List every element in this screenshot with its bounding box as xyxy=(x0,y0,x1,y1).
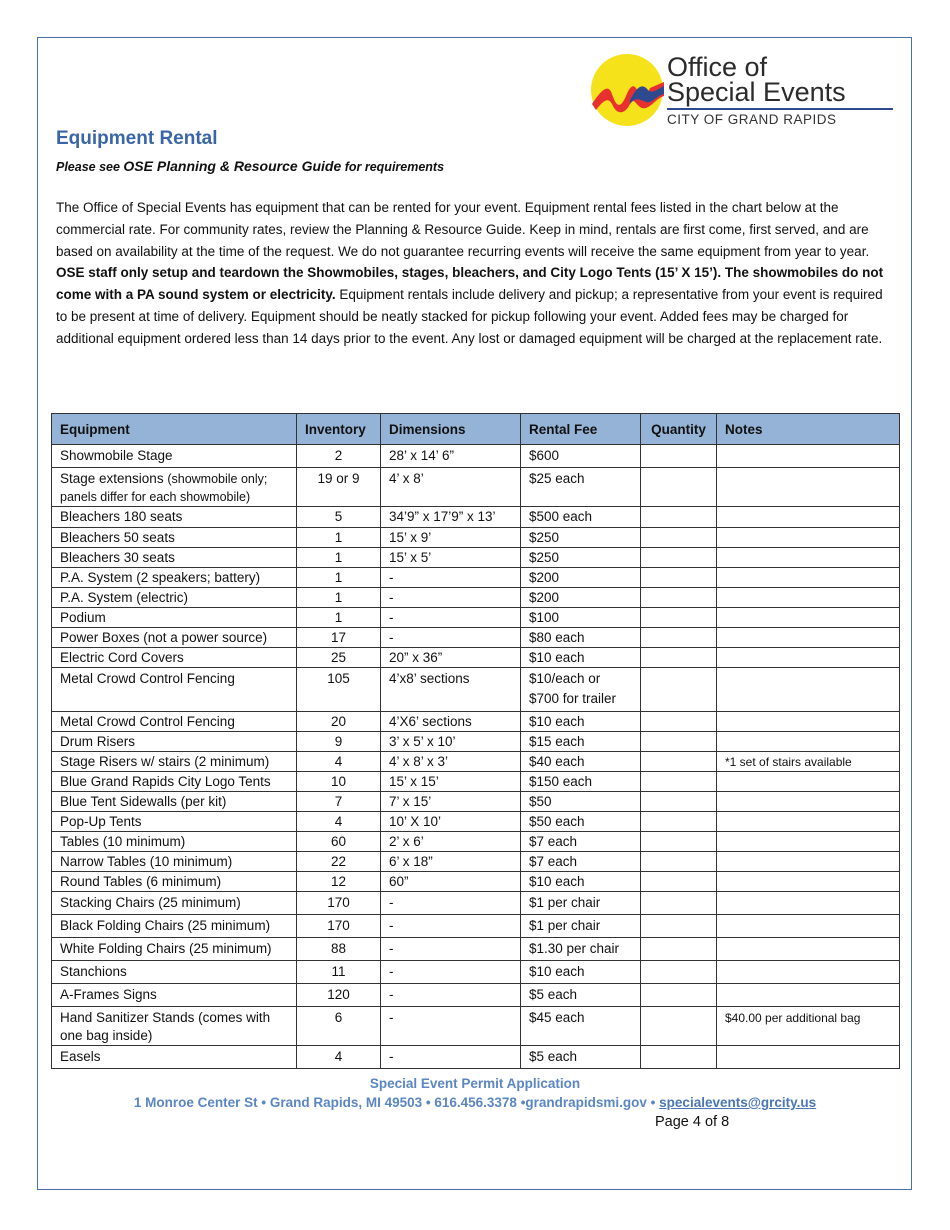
cell-notes xyxy=(717,1046,900,1069)
equipment-name: Narrow Tables (10 minimum) xyxy=(60,854,233,869)
rental-fee: $600 xyxy=(529,448,560,463)
cell-notes: $40.00 per additional bag xyxy=(717,1007,900,1046)
cell-notes: *1 set of stairs available xyxy=(717,752,900,772)
equipment-name: Showmobile Stage xyxy=(60,448,173,463)
table-row xyxy=(52,608,900,628)
equipment-name: Hand Sanitizer Stands (comes with one bag inside) xyxy=(60,1010,271,1043)
rental-fee-alt: $700 for trailer xyxy=(529,691,617,706)
ose-logo xyxy=(590,52,900,132)
cell-dimensions: 4’X6’ sections xyxy=(381,712,521,732)
table-row xyxy=(52,468,900,507)
cell-quantity xyxy=(641,915,717,938)
ose-logo-emblem-icon xyxy=(590,52,665,130)
footer-title: Special Event Permit Application xyxy=(369,1076,581,1091)
cell-rental-fee xyxy=(521,772,641,792)
cell-inventory: 1 xyxy=(297,568,381,588)
cell-inventory: 4 xyxy=(297,752,381,772)
cell-quantity xyxy=(641,507,717,528)
equipment-name: P.A. System (2 speakers; battery) xyxy=(60,570,261,585)
cell-notes xyxy=(717,812,900,832)
cell-dimensions: - xyxy=(381,984,521,1007)
equipment-name: Blue Tent Sidewalls (per kit) xyxy=(60,794,227,809)
table-row xyxy=(52,668,900,712)
cell-dimensions: - xyxy=(381,588,521,608)
table-row xyxy=(52,548,900,568)
cell-inventory: 5 xyxy=(297,507,381,528)
logo-rule xyxy=(667,108,893,110)
cell-inventory: 120 xyxy=(297,984,381,1007)
cell-notes xyxy=(717,608,900,628)
cell-equipment xyxy=(52,648,297,668)
cell-quantity xyxy=(641,628,717,648)
cell-equipment xyxy=(52,732,297,752)
footer-email-link[interactable]: specialevents@grcity.us xyxy=(659,1095,817,1110)
cell-quantity xyxy=(641,961,717,984)
cell-notes xyxy=(717,772,900,792)
equipment-rental-table xyxy=(51,413,900,1069)
rental-fee: $50 each xyxy=(529,814,585,829)
cell-inventory: 170 xyxy=(297,892,381,915)
cell-equipment xyxy=(52,984,297,1007)
intro-text-1: The Office of Special Events has equipment that can be rented for your event. Equipment rental fees listed in the chart below at the commercial rate. For community rates, review the Planning & Resource Guide. Keep in mind, rentals are first come, first served, and are based on availability at the time of the request. We do not guarantee recurring events will receive the same equipment from year to year. xyxy=(56,200,870,259)
cell-dimensions: 6’ x 18” xyxy=(381,852,521,872)
equipment-name: Black Folding Chairs (25 minimum) xyxy=(60,918,271,933)
cell-rental-fee xyxy=(521,468,641,507)
equipment-name: Metal Crowd Control Fencing xyxy=(60,671,235,686)
cell-inventory: 4 xyxy=(297,1046,381,1069)
cell-dimensions: 3’ x 5’ x 10’ xyxy=(381,732,521,752)
rental-fee: $10 each xyxy=(529,650,585,665)
table-row xyxy=(52,772,900,792)
cell-equipment xyxy=(52,507,297,528)
header-equipment: Equipment xyxy=(52,414,297,445)
rental-fee: $10/each or xyxy=(529,671,601,686)
cell-equipment xyxy=(52,568,297,588)
page-number: Page 4 of 8 xyxy=(655,1114,730,1130)
cell-quantity xyxy=(641,938,717,961)
equipment-name: Stacking Chairs (25 minimum) xyxy=(60,895,241,910)
table-row xyxy=(52,938,900,961)
cell-rental-fee xyxy=(521,752,641,772)
rental-fee: $7 each xyxy=(529,854,578,869)
cell-inventory: 19 or 9 xyxy=(297,468,381,507)
rental-fee: $50 xyxy=(529,794,552,809)
table-row xyxy=(52,1007,900,1046)
cell-equipment xyxy=(52,915,297,938)
cell-rental-fee xyxy=(521,648,641,668)
cell-notes xyxy=(717,892,900,915)
cell-rental-fee xyxy=(521,1046,641,1069)
cell-rental-fee xyxy=(521,608,641,628)
table-row xyxy=(52,961,900,984)
cell-notes xyxy=(717,832,900,852)
cell-quantity xyxy=(641,984,717,1007)
cell-inventory: 17 xyxy=(297,628,381,648)
table-header-row xyxy=(52,414,900,445)
cell-quantity xyxy=(641,528,717,548)
rental-fee: $10 each xyxy=(529,874,585,889)
cell-dimensions: - xyxy=(381,568,521,588)
page-title: Equipment Rental xyxy=(56,128,218,149)
equipment-detail: (showmobile only; panels differ for each showmobile) xyxy=(60,472,268,504)
cell-equipment xyxy=(52,445,297,468)
cell-quantity xyxy=(641,732,717,752)
table-row xyxy=(52,648,900,668)
table-row xyxy=(52,588,900,608)
table-row xyxy=(52,852,900,872)
cell-equipment xyxy=(52,712,297,732)
cell-rental-fee xyxy=(521,832,641,852)
cell-dimensions: 7’ x 15’ xyxy=(381,792,521,812)
cell-equipment xyxy=(52,1007,297,1046)
cell-rental-fee xyxy=(521,528,641,548)
rental-fee: $7 each xyxy=(529,834,578,849)
cell-equipment xyxy=(52,608,297,628)
cell-dimensions: 34’9” x 17’9” x 13’ xyxy=(381,507,521,528)
cell-rental-fee xyxy=(521,568,641,588)
cell-dimensions: 15’ x 5’ xyxy=(381,548,521,568)
cell-inventory: 11 xyxy=(297,961,381,984)
cell-notes xyxy=(717,915,900,938)
table-row xyxy=(52,812,900,832)
equipment-name: Metal Crowd Control Fencing xyxy=(60,714,235,729)
cell-equipment xyxy=(52,588,297,608)
cell-quantity xyxy=(641,468,717,507)
cell-dimensions: - xyxy=(381,628,521,648)
equipment-name: Easels xyxy=(60,1049,101,1064)
intro-bold-text: OSE staff only setup and teardown the Showmobiles, stages, bleachers, and City Logo Tents (15’ X 15’). The showmobiles do not come with a PA sound system or electricity. xyxy=(56,265,884,303)
cell-dimensions: - xyxy=(381,961,521,984)
cell-quantity xyxy=(641,832,717,852)
cell-quantity xyxy=(641,648,717,668)
cell-rental-fee xyxy=(521,712,641,732)
cell-inventory: 105 xyxy=(297,668,381,712)
cell-notes xyxy=(717,648,900,668)
cell-inventory: 1 xyxy=(297,588,381,608)
cell-rental-fee xyxy=(521,588,641,608)
table-row xyxy=(52,507,900,528)
cell-equipment xyxy=(52,852,297,872)
table-row xyxy=(52,915,900,938)
rental-fee: $40 each xyxy=(529,754,585,769)
equipment-name: P.A. System (electric) xyxy=(60,590,189,605)
cell-quantity xyxy=(641,668,717,712)
cell-inventory: 170 xyxy=(297,915,381,938)
cell-dimensions: 15’ x 9’ xyxy=(381,528,521,548)
rental-fee: $80 each xyxy=(529,630,585,645)
rental-fee: $1 per chair xyxy=(529,895,601,910)
cell-rental-fee xyxy=(521,628,641,648)
cell-quantity xyxy=(641,812,717,832)
cell-quantity xyxy=(641,1046,717,1069)
table-row xyxy=(52,568,900,588)
logo-line-1: Office of xyxy=(667,52,768,82)
cell-notes xyxy=(717,668,900,712)
equipment-name: Bleachers 50 seats xyxy=(60,530,175,545)
logo-line-3: CITY OF GRAND RAPIDS xyxy=(667,112,837,127)
cell-rental-fee xyxy=(521,507,641,528)
cell-dimensions: 2’ x 6’ xyxy=(381,832,521,852)
subtitle-guide: OSE Planning & Resource Guide xyxy=(123,158,342,174)
cell-equipment xyxy=(52,961,297,984)
cell-dimensions: 15’ x 15’ xyxy=(381,772,521,792)
cell-inventory: 1 xyxy=(297,608,381,628)
cell-notes xyxy=(717,548,900,568)
cell-quantity xyxy=(641,548,717,568)
cell-dimensions: 10’ X 10’ xyxy=(381,812,521,832)
equipment-name: Blue Grand Rapids City Logo Tents xyxy=(60,774,271,789)
equipment-name: White Folding Chairs (25 minimum) xyxy=(60,941,272,956)
cell-quantity xyxy=(641,752,717,772)
rental-fee: $5 each xyxy=(529,1049,578,1064)
cell-notes xyxy=(717,938,900,961)
cell-equipment xyxy=(52,628,297,648)
cell-quantity xyxy=(641,1007,717,1046)
cell-inventory: 9 xyxy=(297,732,381,752)
cell-quantity xyxy=(641,792,717,812)
rental-fee: $200 xyxy=(529,570,560,585)
table-row xyxy=(52,732,900,752)
cell-dimensions: - xyxy=(381,915,521,938)
cell-quantity xyxy=(641,608,717,628)
cell-dimensions: 4’ x 8’ xyxy=(381,468,521,507)
cell-quantity xyxy=(641,872,717,892)
equipment-name: Tables (10 minimum) xyxy=(60,834,186,849)
cell-notes xyxy=(717,628,900,648)
equipment-name: Drum Risers xyxy=(60,734,136,749)
cell-inventory: 4 xyxy=(297,812,381,832)
cell-inventory: 60 xyxy=(297,832,381,852)
table-row xyxy=(52,792,900,812)
header-dimensions: Dimensions xyxy=(381,414,521,445)
rental-fee: $25 each xyxy=(529,471,585,486)
cell-notes xyxy=(717,445,900,468)
cell-notes xyxy=(717,468,900,507)
table-row xyxy=(52,712,900,732)
cell-dimensions: 28’ x 14’ 6” xyxy=(381,445,521,468)
cell-inventory: 88 xyxy=(297,938,381,961)
cell-rental-fee xyxy=(521,938,641,961)
rental-fee: $1 per chair xyxy=(529,918,601,933)
table-row xyxy=(52,445,900,468)
equipment-name: Power Boxes (not a power source) xyxy=(60,630,268,645)
table-row xyxy=(52,892,900,915)
cell-notes xyxy=(717,528,900,548)
cell-equipment xyxy=(52,892,297,915)
cell-inventory: 12 xyxy=(297,872,381,892)
subtitle-post: for requirements xyxy=(341,160,445,174)
cell-equipment xyxy=(52,1046,297,1069)
cell-inventory: 10 xyxy=(297,772,381,792)
equipment-name: Pop-Up Tents xyxy=(60,814,142,829)
cell-equipment xyxy=(52,468,297,507)
equipment-name: Stage Risers w/ stairs (2 minimum) xyxy=(60,754,270,769)
header-inventory: Inventory xyxy=(297,414,381,445)
cell-rental-fee xyxy=(521,872,641,892)
rental-fee: $250 xyxy=(529,550,560,565)
cell-notes xyxy=(717,852,900,872)
cell-quantity xyxy=(641,772,717,792)
rental-fee: $10 each xyxy=(529,964,585,979)
cell-rental-fee xyxy=(521,732,641,752)
cell-inventory: 7 xyxy=(297,792,381,812)
subtitle-pre: Please see xyxy=(56,160,124,174)
cell-notes xyxy=(717,712,900,732)
cell-equipment xyxy=(52,812,297,832)
rental-fee: $5 each xyxy=(529,987,578,1002)
table-row xyxy=(52,752,900,772)
equipment-name: Bleachers 180 seats xyxy=(60,509,183,524)
rental-fee: $100 xyxy=(529,610,560,625)
cell-rental-fee xyxy=(521,1007,641,1046)
cell-inventory: 1 xyxy=(297,548,381,568)
table-row xyxy=(52,984,900,1007)
equipment-name: Stanchions xyxy=(60,964,127,979)
table-row xyxy=(52,1046,900,1069)
cell-inventory: 22 xyxy=(297,852,381,872)
rental-fee: $1.30 per chair xyxy=(529,941,620,956)
rental-fee: $200 xyxy=(529,590,560,605)
cell-equipment xyxy=(52,832,297,852)
cell-rental-fee xyxy=(521,915,641,938)
intro-paragraph xyxy=(56,197,896,350)
table-row xyxy=(52,628,900,648)
cell-inventory: 1 xyxy=(297,528,381,548)
cell-notes xyxy=(717,872,900,892)
equipment-name: Stage extensions xyxy=(60,471,168,486)
cell-dimensions: 20” x 36” xyxy=(381,648,521,668)
cell-notes xyxy=(717,732,900,752)
cell-equipment xyxy=(52,872,297,892)
cell-rental-fee xyxy=(521,812,641,832)
cell-inventory: 25 xyxy=(297,648,381,668)
cell-rental-fee xyxy=(521,548,641,568)
cell-rental-fee xyxy=(521,792,641,812)
cell-equipment xyxy=(52,548,297,568)
cell-equipment xyxy=(52,752,297,772)
cell-dimensions: 4’x8’ sections xyxy=(381,668,521,712)
header-rental-fee: Rental Fee xyxy=(521,414,641,445)
equipment-name: A-Frames Signs xyxy=(60,987,157,1002)
cell-quantity xyxy=(641,712,717,732)
equipment-name: Bleachers 30 seats xyxy=(60,550,175,565)
cell-rental-fee xyxy=(521,961,641,984)
cell-equipment xyxy=(52,938,297,961)
cell-dimensions: - xyxy=(381,1046,521,1069)
cell-quantity xyxy=(641,445,717,468)
cell-equipment xyxy=(52,772,297,792)
cell-dimensions: 60” xyxy=(381,872,521,892)
cell-rental-fee xyxy=(521,892,641,915)
cell-notes xyxy=(717,984,900,1007)
cell-notes xyxy=(717,792,900,812)
equipment-name: Podium xyxy=(60,610,106,625)
rental-fee: $250 xyxy=(529,530,560,545)
cell-quantity xyxy=(641,892,717,915)
cell-inventory: 2 xyxy=(297,445,381,468)
cell-quantity xyxy=(641,852,717,872)
cell-dimensions: - xyxy=(381,608,521,628)
intro-text-2: Equipment rentals include delivery and pickup; a representative from your event is required to be present at time of delivery. Equipment should be neatly stacked for pickup following your event. Added fees may be charged for additional equipment ordered less than 14 days prior to the event. Any lost or damaged equipment will be charged at the replacement rate. xyxy=(56,287,883,346)
cell-dimensions: - xyxy=(381,938,521,961)
cell-quantity xyxy=(641,568,717,588)
footer-address: 1 Monroe Center St • Grand Rapids, MI 49503 • 616.456.3378 •grandrapidsmi.gov • xyxy=(133,1095,660,1110)
cell-quantity xyxy=(641,588,717,608)
equipment-name: Electric Cord Covers xyxy=(60,650,184,665)
rental-fee: $10 each xyxy=(529,714,585,729)
table-row xyxy=(52,832,900,852)
cell-inventory: 6 xyxy=(297,1007,381,1046)
cell-equipment xyxy=(52,528,297,548)
cell-rental-fee xyxy=(521,668,641,712)
cell-rental-fee xyxy=(521,852,641,872)
header-notes: Notes xyxy=(717,414,900,445)
logo-line-2: Special Events xyxy=(667,77,846,107)
cell-equipment xyxy=(52,668,297,712)
cell-dimensions: 4’ x 8’ x 3’ xyxy=(381,752,521,772)
table-row xyxy=(52,872,900,892)
equipment-name: Round Tables (6 minimum) xyxy=(60,874,222,889)
header-quantity: Quantity xyxy=(641,414,717,445)
cell-rental-fee xyxy=(521,984,641,1007)
rental-fee: $150 each xyxy=(529,774,593,789)
cell-notes xyxy=(717,588,900,608)
subtitle xyxy=(56,158,444,174)
cell-notes xyxy=(717,961,900,984)
cell-notes xyxy=(717,568,900,588)
rental-fee: $15 each xyxy=(529,734,585,749)
rental-fee: $500 each xyxy=(529,509,593,524)
cell-equipment xyxy=(52,792,297,812)
cell-dimensions: - xyxy=(381,892,521,915)
cell-rental-fee xyxy=(521,445,641,468)
table-row xyxy=(52,528,900,548)
rental-fee: $45 each xyxy=(529,1010,585,1025)
cell-inventory: 20 xyxy=(297,712,381,732)
cell-notes xyxy=(717,507,900,528)
footer-contact xyxy=(0,1095,950,1110)
cell-dimensions: - xyxy=(381,1007,521,1046)
